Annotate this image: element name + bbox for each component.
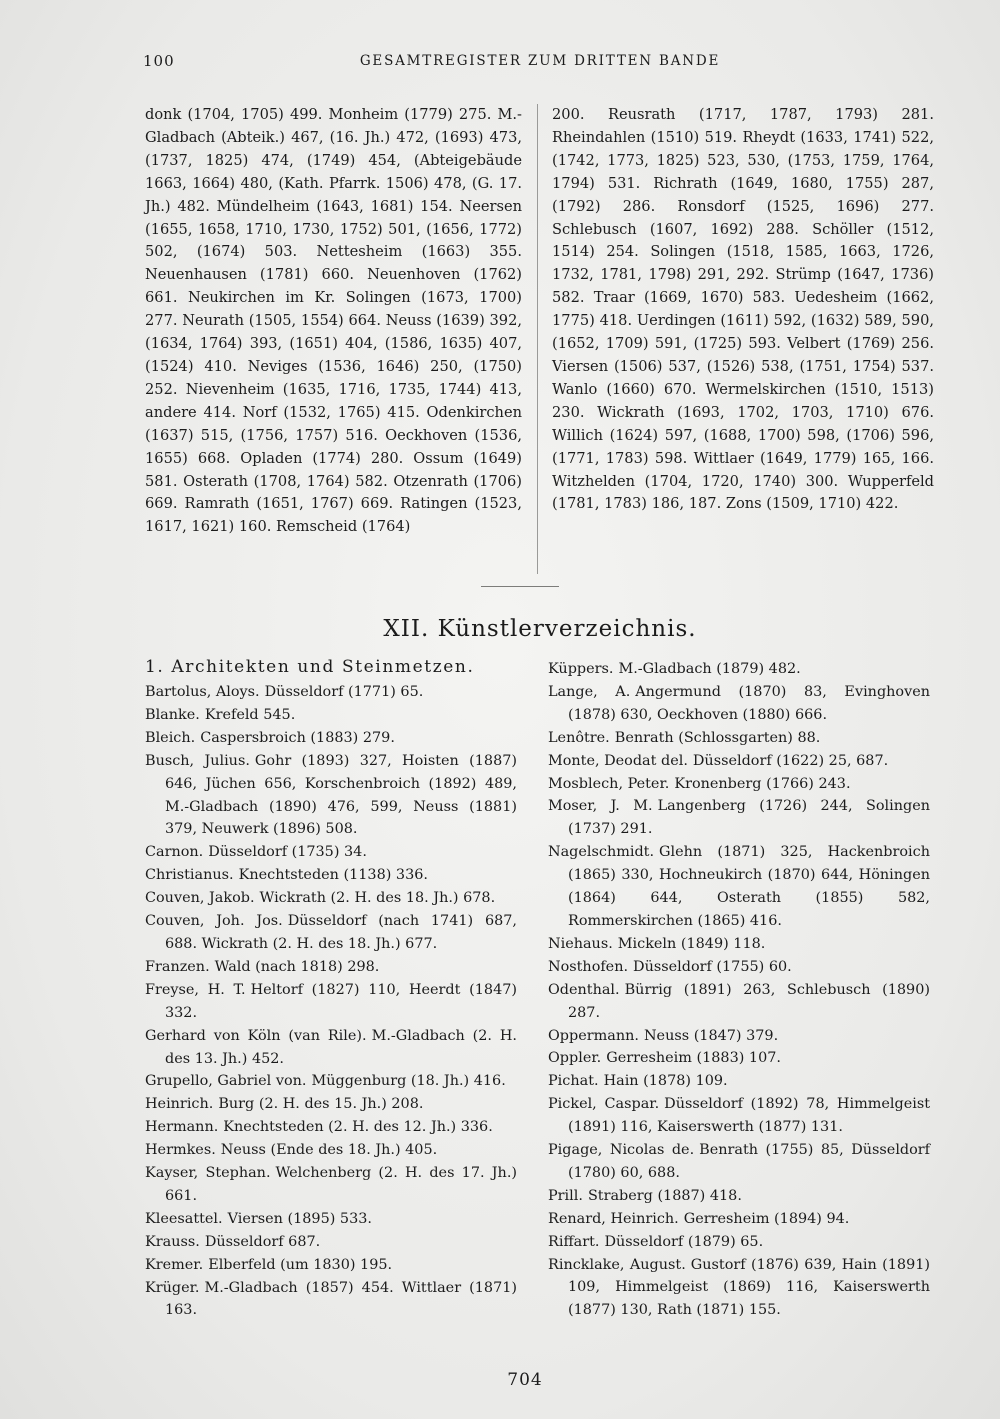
artist-works: Heltorf (1827) 110, Heerdt (1847) 332. — [165, 981, 517, 1021]
artist-works: Welchenberg (2. H. des 17. Jh.) 661. — [165, 1165, 518, 1204]
folio-number: 704 — [507, 1370, 543, 1390]
artist-name: Nosthofen. — [548, 958, 629, 975]
artist-works: M.-Gladbach (1857) 454. Wittlaer (1871) 163. — [165, 1279, 517, 1319]
artist-entry — [145, 1254, 517, 1277]
artist-entry — [145, 1093, 517, 1116]
artist-entry — [145, 1231, 517, 1254]
artist-works: Knechtsteden (2. H. des 12. Jh.) 336. — [223, 1119, 493, 1136]
artist-name: Pichat. — [548, 1073, 599, 1090]
artist-works: Caspersbroich (1883) 279. — [200, 729, 395, 746]
artist-entry — [548, 1139, 930, 1185]
artist-works: Elberfeld (um 1830) 195. — [208, 1256, 393, 1273]
artist-name: Lange, A. — [548, 683, 631, 700]
artist-name: Freyse, H. T. — [145, 981, 246, 998]
artist-name: Grupello, Gabriel von. — [145, 1073, 307, 1090]
artist-works: Düsseldorf 687. — [204, 1233, 321, 1250]
artist-entry — [548, 795, 930, 841]
artist-works: Gustorf (1876) 639, Hain (1891) 109, Himmelgeist (1869) 116, Kaiserswerth (1877) 130, Rath (1871) 155. — [568, 1256, 930, 1319]
artist-entry — [548, 658, 930, 681]
artist-entry — [548, 681, 930, 727]
artist-name: Bartolus, Aloys. — [145, 684, 260, 700]
artist-name: Busch, Julius. — [145, 752, 250, 769]
artist-entry — [548, 1185, 930, 1208]
artist-name: Moser, J. M. — [548, 798, 653, 815]
artist-entry — [548, 1025, 930, 1048]
artist-name: Kremer. — [145, 1256, 204, 1273]
artist-works: Glehn (1871) 325, Hackenbroich (1865) 330, Hochneukirch (1870) 644, Höningen (1864) 644, Osterath (1855) 582, Rommerskirchen (1865) 416. — [568, 844, 930, 929]
artist-name: Gerhard von Köln (van Rile). — [145, 1027, 367, 1044]
artist-works: Krefeld 545. — [204, 706, 296, 723]
artist-entry — [145, 750, 517, 842]
artist-works: Benrath (1755) 85, Düsseldorf (1780) 60, 688. — [568, 1142, 931, 1181]
artist-name: Pickel, Caspar. — [548, 1096, 660, 1113]
artist-works: Düsseldorf (1879) 65. — [604, 1233, 764, 1250]
artist-entry — [145, 1162, 517, 1208]
artist-entry — [548, 750, 930, 773]
artist-name: Krüger. — [145, 1279, 200, 1296]
artist-entry — [548, 727, 930, 750]
artist-name: Couven, Jakob. — [145, 890, 255, 907]
column-divider — [537, 104, 538, 574]
artist-works: Düsseldorf (nach 1741) 687, 688. Wickrath (2. H. des 18. Jh.) 677. — [165, 913, 517, 952]
artist-name: Niehaus. — [548, 935, 613, 952]
artist-entry — [145, 956, 517, 979]
artist-works: Wickrath (2. H. des 18. Jh.) 678. — [259, 890, 496, 907]
artist-entry — [145, 681, 517, 704]
artist-works: Langenberg (1726) 244, Solingen (1737) 291. — [568, 798, 930, 838]
artist-works: M.-Gladbach (2. H. des 13. Jh.) 452. — [165, 1027, 517, 1067]
artist-entry — [548, 1093, 930, 1139]
artist-works: Burg (2. H. des 15. Jh.) 208. — [218, 1096, 424, 1113]
running-title: GESAMTREGISTER ZUM DRITTEN BANDE — [359, 53, 721, 69]
artist-works: M.-Gladbach (1879) 482. — [618, 661, 801, 677]
artist-name: Riffart. — [548, 1233, 600, 1250]
artist-works: Straberg (1887) 418. — [587, 1187, 742, 1204]
artist-name: Blanke. — [145, 706, 200, 723]
artist-name: Nagelschmidt. — [548, 844, 655, 861]
artist-list-right — [548, 658, 930, 1322]
artist-works: Benrath (Schlossgarten) 88. — [614, 729, 821, 746]
index-column-left: donk (1704, 1705) 499. Monheim (1779) 275. M.-Gladbach (Abteik.) 467, (16. Jh.) 472, (1693) 473, (1737, 1825) 474, (1749) 454, (Abteigebäude 1663, 1664) 480, (Kath. Pfarrk. 1506) 478, (G. 17. Jh.) 482. Mündelheim (1643, 1681) 154. Neersen (1655, 1658, 1710, 1730, 1752) 501, (1656, 1772) 502, (1674) 503. Nettesheim (1663) 355. Neuenhausen (1781) 660. Neuenhoven (1762) 661. Neukirchen im Kr. Solingen (1673, 1700) 277. Neurath (1505, 1554) 664. Neuss (1639) 392, (1634, 1764) 393, (1651) 404, (1586, 1635) 407, (1524) 410. Neviges (1536, 1646) 250, (1750) 252. Nievenheim (1635, 1716, 1735, 1744) 413, andere 414. Norf (1532, 1765) 415. Odenkirchen (1637) 515, (1756, 1757) 516. Oeckhoven (1536, 1655) 668. Opladen (1774) 280. Ossum (1649) 581. Osterath (1708, 1764) 582. Otzenrath (1706) 669. Ramrath (1651, 1767) 669. Ratingen (1523, 1617, 1621) 160. Remscheid (1764) — [145, 106, 522, 536]
artist-works: Neuss (Ende des 18. Jh.) 405. — [220, 1142, 438, 1159]
artist-works: Knechtsteden (1138) 336. — [238, 867, 428, 884]
artist-works: Gohr (1893) 327, Hoisten (1887) 646, Jüchen 656, Korschenbroich (1892) 489, M.-Gladbach (1890) 476, 599, Neuss (1881) 379, Neuwerk (1896) 508. — [165, 752, 517, 838]
artist-name: Odenthal. — [548, 981, 620, 998]
artist-entry — [145, 1116, 517, 1139]
artist-entry — [548, 1208, 930, 1231]
artist-works: Viersen (1895) 533. — [227, 1210, 372, 1227]
artist-name: Küppers. — [548, 661, 614, 677]
artist-entry — [548, 1070, 930, 1093]
artist-entry — [145, 1025, 517, 1071]
artist-entry — [548, 979, 930, 1025]
artist-name: Franzen. — [145, 958, 210, 975]
artist-works: Müggenburg (18. Jh.) 416. — [311, 1073, 506, 1090]
artist-list-left — [145, 681, 517, 1322]
artist-works: Düsseldorf (1771) 65. — [264, 684, 424, 700]
artist-works: Angermund (1870) 83, Evinghoven (1878) 630, Oeckhoven (1880) 666. — [568, 683, 930, 723]
artist-name: Oppler. — [548, 1050, 602, 1067]
artist-name: Heinrich. — [145, 1096, 214, 1113]
artist-works: Düsseldorf (1622) 25, 687. — [692, 752, 889, 769]
artist-entry — [145, 1277, 517, 1323]
artist-works: Kronenberg (1766) 243. — [674, 775, 851, 792]
artist-entry — [145, 979, 517, 1025]
artist-entry — [145, 864, 517, 887]
artist-entry — [548, 841, 930, 933]
artist-name: Couven, Joh. Jos. — [145, 913, 283, 930]
artist-entry — [548, 1231, 930, 1254]
section-separator-rule — [481, 586, 559, 587]
artist-name: Prill. — [548, 1187, 583, 1204]
artist-name: Oppermann. — [548, 1027, 639, 1044]
index-column-right: 200. Reusrath (1717, 1787, 1793) 281. Rheindahlen (1510) 519. Rheydt (1633, 1741) 522, (1742, 1773, 1825) 523, 530, (1753, 1759, 1764, 1794) 531. Richrath (1649, 1680, 1755) 287, (1792) 286. Ronsdorf (1525, 1696) 277. Schlebusch (1607, 1692) 288. Schöller (1512, 1514) 254. Solingen (1518, 1585, 1663, 1726, 1732, 1781, 1798) 291, 292. Strümp (1647, 1736) 582. Traar (1669, 1670) 583. Uedesheim (1662, 1775) 418. Uerdingen (1611) 592, (1632) 589, 590, (1652, 1709) 591, (1725) 593. Velbert (1769) 256. Viersen (1506) 537, (1526) 538, (1751, 1754) 537. Wanlo (1660) 670. Wermelskirchen (1510, 1513) 230. Wickrath (1693, 1702, 1703, 1710) 676. Willich (1624) 597, (1688, 1700) 598, (1706) 596, (1771, 1783) 598. Wittlaer (1649, 1779) 165, 166. Witzhelden (1704, 1720, 1740) 300. Wupperfeld (1781, 1783) 186, 187. Zons (1509, 1710) 422. — [552, 106, 934, 513]
artist-works: Wald (nach 1818) 298. — [214, 958, 380, 975]
artist-name: Renard, Heinrich. — [548, 1210, 679, 1227]
artist-entry — [145, 1070, 517, 1093]
section-title: XII. Künstlerverzeichnis. — [383, 616, 697, 642]
artist-works: Düsseldorf (1892) 78, Himmelgeist (1891) 116, Kaiserswerth (1877) 131. — [568, 1096, 930, 1136]
artist-entry — [145, 887, 517, 910]
artist-works: Hain (1878) 109. — [603, 1073, 728, 1090]
page-number: 100 — [143, 52, 175, 70]
artist-works: Gerresheim (1883) 107. — [606, 1050, 781, 1067]
artist-name: Christianus. — [145, 867, 234, 884]
artist-entry — [145, 1139, 517, 1162]
artist-entry — [548, 1254, 930, 1323]
artist-entry — [548, 956, 930, 979]
artist-works: Neuss (1847) 379. — [643, 1027, 779, 1044]
artist-works: Düsseldorf (1735) 34. — [208, 844, 367, 861]
artist-name: Mosblech, Peter. — [548, 775, 670, 792]
artist-entry — [145, 727, 517, 750]
artist-name: Rincklake, August. — [548, 1256, 686, 1273]
artist-works: Düsseldorf (1755) 60. — [633, 958, 792, 975]
artist-name: Bleich. — [145, 729, 196, 746]
artist-name: Krauss. — [145, 1233, 200, 1250]
artist-entry — [145, 1208, 517, 1231]
artist-name: Pigage, Nicolas de. — [548, 1142, 695, 1159]
subsection-heading: 1. Architekten und Steinmetzen. — [145, 657, 475, 677]
artist-name: Carnon. — [145, 844, 204, 861]
artist-works: Gerresheim (1894) 94. — [683, 1210, 850, 1227]
artist-entry — [145, 841, 517, 864]
artist-name: Monte, Deodat del. — [548, 752, 688, 769]
artist-entry — [548, 1047, 930, 1070]
artist-entry — [548, 773, 930, 796]
artist-name: Kayser, Stephan. — [145, 1165, 271, 1182]
artist-works: Bürrig (1891) 263, Schlebusch (1890) 287. — [568, 981, 930, 1021]
artist-entry — [145, 704, 517, 727]
artist-name: Hermkes. — [145, 1142, 216, 1159]
artist-name: Lenôtre. — [548, 729, 610, 746]
artist-entry — [145, 910, 517, 956]
artist-entry — [548, 933, 930, 956]
artist-name: Kleesattel. — [145, 1210, 223, 1227]
artist-works: Mickeln (1849) 118. — [617, 935, 766, 952]
artist-name: Hermann. — [145, 1119, 219, 1136]
